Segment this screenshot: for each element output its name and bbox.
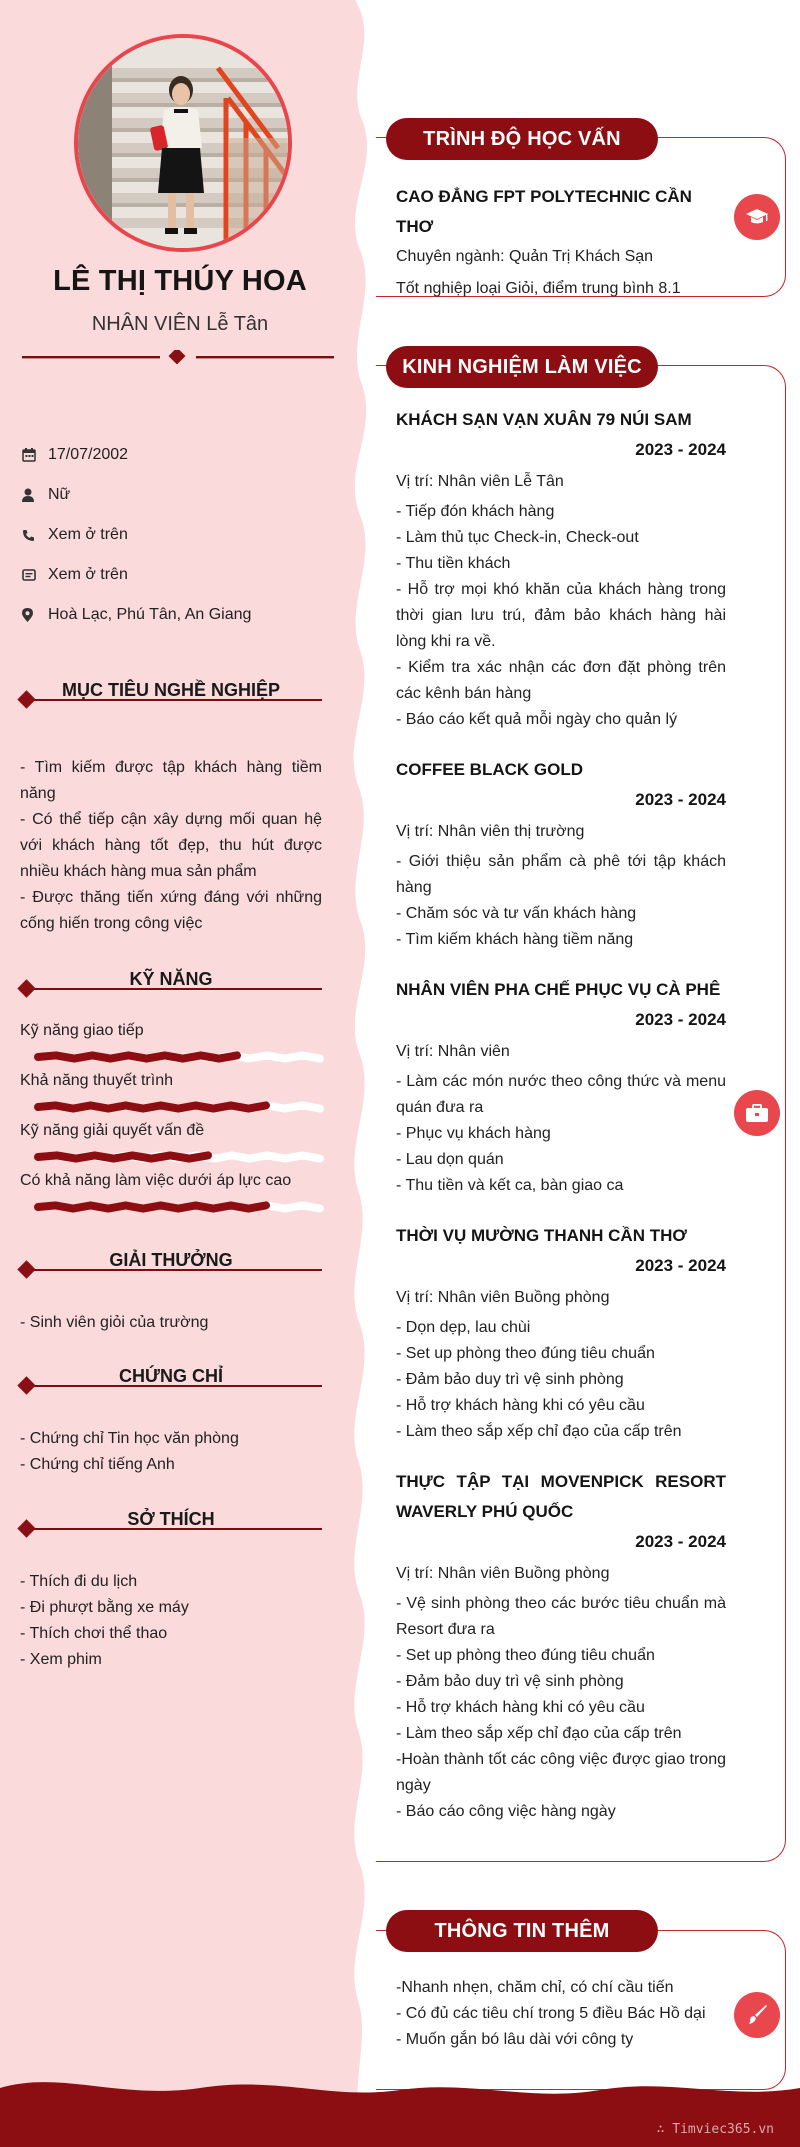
skill-bar [34,1050,324,1064]
job-duties: - Vệ sinh phòng theo các bước tiêu chuẩn mà Resort đưa ra - Set up phòng theo đúng tiêu chuẩn - Đảm bảo duy trì vệ sinh phòng - Hỗ trợ khách hàng khi có yêu cầu - Làm theo sắp xếp chỉ đạo của cấp trên -Hoàn thành tốt các công việc được giao trong ngày - Báo cáo công việc hàng ngày [396,1595,726,1820]
education-content [396,182,726,302]
job-period: 2023 - 2024 [635,440,726,459]
awards-heading: GIẢI THƯỞNG [20,1250,322,1272]
skill-bar-fill [38,1205,266,1208]
contact-birthdate [22,435,342,475]
job-period: 2023 - 2024 [635,1256,726,1275]
skill-bar [34,1200,324,1214]
school-name: CAO ĐẲNG FPT POLYTECHNIC CẦN THƠ [396,187,692,236]
job-entry [396,1221,726,1445]
additional-heading: THÔNG TIN THÊM [386,1910,658,1952]
job-period: 2023 - 2024 [635,1532,726,1551]
contact-list [22,435,342,635]
experience-heading: KINH NGHIỆM LÀM VIỆC [386,346,658,388]
job-period: 2023 - 2024 [635,790,726,809]
paintbrush-icon [734,1992,780,2038]
phone-value: Xem ở trên [48,526,128,543]
awards-text: - Sinh viên giỏi của trường [20,1314,209,1331]
job-entry [396,975,726,1199]
job-position: Vị trí: Nhân viên [396,1043,510,1060]
job-entry [396,1467,726,1825]
skill-item: Kỹ năng giao tiếp [20,1022,322,1064]
briefcase-icon [734,1090,780,1136]
job-position: Vị trí: Nhân viên thị trường [396,823,585,840]
address-value: Hoà Lạc, Phú Tân, An Giang [48,606,252,623]
contact-phone [22,515,342,555]
job-duties: - Tiếp đón khách hàng - Làm thủ tục Check-in, Check-out - Thu tiền khách - Hỗ trợ mọi khó khăn của khách hàng trong thời gian lưu trú, đảm bảo khách hàng hài lòng khi ra về. - Kiểm tra xác nhận các đơn đặt phòng trên các kênh bán hàng - Báo cáo kết quả mỗi ngày cho quản lý [396,503,726,728]
skill-item: Có khả năng làm việc dưới áp lực cao [20,1172,322,1214]
job-company: KHÁCH SẠN VẠN XUÂN 79 NÚI SAM [396,410,692,429]
gender-icon [22,486,48,504]
job-company: COFFEE BLACK GOLD [396,760,583,779]
certificates-heading: CHỨNG CHỈ [20,1366,322,1388]
job-entry [396,755,726,953]
job-position: Vị trí: Nhân viên Buồng phòng [396,1565,610,1582]
job-period: 2023 - 2024 [635,1010,726,1029]
gender-value: Nữ [48,486,71,503]
job-duties: - Giới thiệu sản phẩm cà phê tới tập khách hàng - Chăm sóc và tư vấn khách hàng - Tìm kiếm khách hàng tiềm năng [396,853,726,948]
email-value: Xem ở trên [48,566,128,583]
skill-bar [34,1150,324,1164]
hobbies-text: - Thích đi du lịch - Đi phượt bằng xe máy - Thích chơi thể thao - Xem phim [20,1573,189,1668]
graduation-cap-icon [734,194,780,240]
contact-address [22,595,342,635]
education-result: Tốt nghiệp loại Giỏi, điểm trung bình 8.1 [396,280,681,297]
skill-bar [34,1100,324,1114]
job-company: NHÂN VIÊN PHA CHẾ PHỤC VỤ CÀ PHÊ [396,980,721,999]
skill-bar-fill [38,1055,237,1058]
watermark: ∴ Timviec365.vn [656,2122,774,2137]
contact-email [22,555,342,595]
name-divider [22,350,334,364]
birthdate-value: 17/07/2002 [48,446,129,463]
location-icon [22,606,48,624]
objective-text: - Tìm kiếm được tập khách hàng tiềm năng - Có thể tiếp cận xây dựng mối quan hệ với khách hàng tốt đẹp, thu hút được nhiều khách hàng mua sản phẩm - Được thăng tiến xứng đáng với những cống hiến trong công việc [20,759,322,932]
calendar-icon [22,446,48,464]
objective-heading: MỤC TIÊU NGHỀ NGHIỆP [20,680,322,702]
experience-list [396,405,726,1847]
job-position: Vị trí: Nhân viên Lễ Tân [396,473,564,490]
phone-icon [22,526,48,544]
avatar [74,34,292,252]
email-icon [22,566,48,584]
job-entry [396,405,726,733]
additional-content: -Nhanh nhẹn, chăm chỉ, có chí cầu tiến - Có đủ các tiêu chí trong 5 điều Bác Hồ dại - Muốn gắn bó lâu dài với công ty [396,1979,706,2048]
skill-item: Khả năng thuyết trình [20,1072,322,1114]
job-duties: - Làm các món nước theo công thức và menu quán đưa ra - Phục vụ khách hàng - Lau dọn quán - Thu tiền và kết ca, bàn giao ca [396,1073,726,1194]
contact-gender [22,475,342,515]
skill-item: Kỹ năng giải quyết vấn đề [20,1122,322,1164]
job-company: THỜI VỤ MƯỜNG THANH CẦN THƠ [396,1226,687,1245]
education-major: Chuyên ngành: Quản Trị Khách Sạn [396,248,654,265]
skills-heading: KỸ NĂNG [20,969,322,991]
job-title: NHÂN VIÊN Lễ Tân [91,313,269,335]
job-company: THỰC TẬP TẠI MOVENPICK RESORT WAVERLY PHÚ QUỐC [396,1472,726,1521]
candidate-name: LÊ THỊ THÚY HOA [53,265,307,297]
hobbies-heading: SỞ THÍCH [20,1509,322,1531]
left-column [0,0,372,2147]
education-heading: TRÌNH ĐỘ HỌC VẤN [386,118,658,160]
skill-bar-fill [38,1155,208,1158]
certificates-text: - Chứng chỉ Tin học văn phòng - Chứng chỉ tiếng Anh [20,1430,239,1473]
skill-bar-fill [38,1105,266,1108]
job-position: Vị trí: Nhân viên Buồng phòng [396,1289,610,1306]
job-duties: - Dọn dẹp, lau chùi - Set up phòng theo đúng tiêu chuẩn - Đảm bảo duy trì vệ sinh phòng - Hỗ trợ khách hàng khi có yêu cầu - Làm theo sắp xếp chỉ đạo của cấp trên [396,1319,682,1440]
